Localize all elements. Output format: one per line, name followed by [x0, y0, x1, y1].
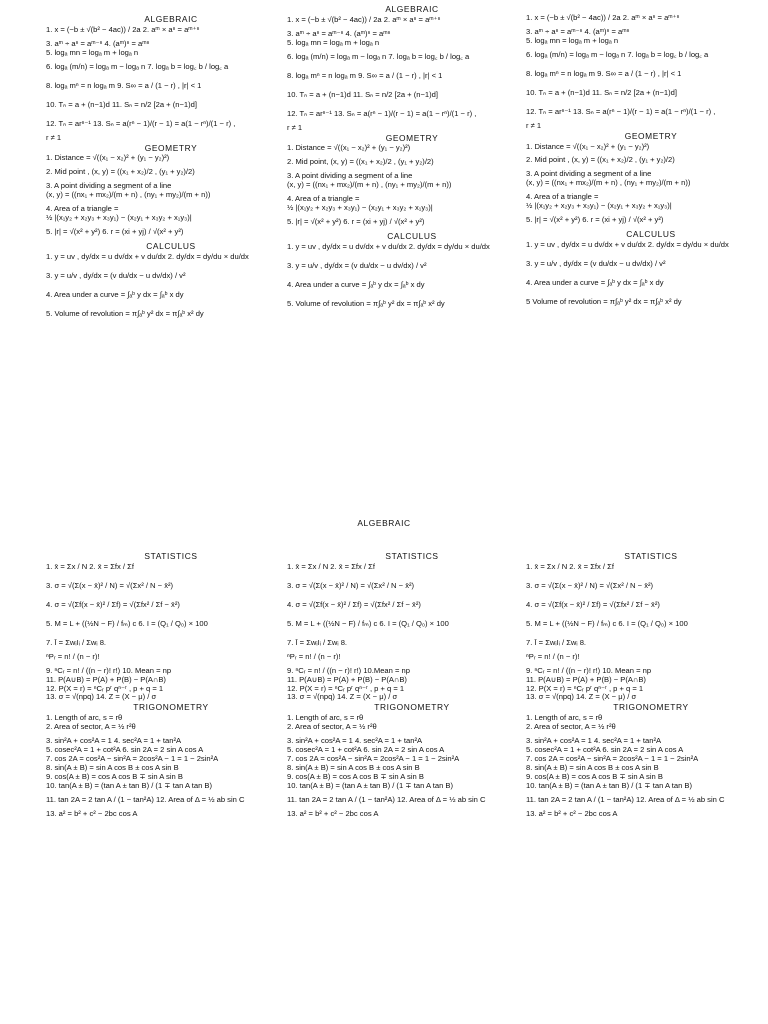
formula-line: 13. σ = √(npq) 14. Z = (X − μ) / σ: [46, 693, 157, 702]
formula-line: 1. y = uv , dy/dx = u dv/dx + v du/dx 2. dy/dx = dy/du × du/dx: [46, 253, 249, 262]
formula-line: r ≠ 1: [526, 121, 542, 130]
formula-line: 1. x̄ = Σx / N 2. x̄ = Σfx / Σf: [46, 562, 134, 571]
formula-line: 1. Distance = √((x₁ − x₂)² + (y₁ − y₂)²): [287, 144, 411, 153]
formula-line: 2. Mid point , (x, y) = ((x₁ + x₂)/2 , (y₁ + y₂)/2): [46, 168, 195, 177]
formula-line: (x, y) = ((nx₁ + mx₂)/(m + n) , (ny₁ + my₂)/(m + n)): [46, 191, 211, 200]
formula-line: 2. Area of sector, A = ½ r²θ: [526, 723, 616, 732]
formula-line: 1. x = (−b ± √(b² − 4ac)) / 2a 2. aᵐ × aⁿ = aᵐ⁺ⁿ: [526, 14, 680, 22]
formula-line: 9. cos(A ± B) = cos A cos B ∓ sin A sin B: [46, 773, 183, 782]
formula-line: 1. x = (−b ± √(b² − 4ac)) / 2a 2. aᵐ × aⁿ = aᵐ⁺ⁿ: [287, 15, 441, 24]
formula-line: 13. a² = b² + c² − 2bc cos A: [526, 809, 618, 818]
top-column-2: [287, 4, 537, 309]
formula-line: 6. logₐ (m/n) = logₐ m − logₐ n 7. logₐ b = log꜀ b / log꜀ a: [287, 52, 470, 61]
formula-line: 1. Length of arc, s = rθ: [46, 714, 123, 723]
formula-line: 3. A point dividing a segment of a line: [46, 182, 172, 191]
formula-line: 5. M = L + ((½N − F) / fₘ) c 6. I = (Q₁ / Q₀) × 100: [526, 619, 688, 628]
formula-line: r ≠ 1: [46, 133, 62, 142]
formula-line: 12. Tₙ = arⁿ⁻¹ 13. Sₙ = a(rⁿ − 1)/(r − 1) = a(1 − rⁿ)/(1 − r) ,: [287, 109, 477, 118]
bottom-column-1: [46, 551, 296, 819]
formula-line: 10. tan(A ± B) = (tan A ± tan B) / (1 ∓ tan A tan B): [526, 782, 693, 791]
formula-line: 3. A point dividing a segment of a line: [287, 172, 413, 181]
formula-line: 13. a² = b² + c² − 2bc cos A: [287, 809, 379, 818]
formula-line: 7. Ī = ΣwᵢIᵢ / Σwᵢ 8.: [287, 638, 348, 647]
section-heading-geometry: GEOMETRY: [624, 130, 678, 141]
formula-line: 12. P(X = r) = ⁿCᵣ pʳ qⁿ⁻ʳ , p + q = 1: [46, 684, 164, 693]
formula-line: 4. Area under a curve = ∫ₐᵇ y dx = ∫ₐᵇ x dy: [46, 290, 184, 299]
section-heading-trigonometry: TRIGONOMETRY: [133, 702, 209, 713]
formula-line: 10. Tₙ = a + (n−1)d 11. Sₙ = n/2 [2a + (n−1)d]: [526, 88, 677, 97]
formula-line: 2. Area of sector, A = ½ r²θ: [287, 723, 377, 732]
formula-line: 4. Area under a curve = ∫ₐᵇ y dx = ∫ₐᵇ x dy: [287, 280, 425, 289]
formula-line: 8. logₐ mⁿ = n logₐ m 9. S∞ = a / (1 − r) , |r| < 1: [287, 71, 443, 80]
formula-line: 11. P(A∪B) = P(A) + P(B) − P(A∩B): [287, 675, 407, 684]
formula-line: 1. x = (−b ± √(b² − 4ac)) / 2a 2. aᵐ × aⁿ = aᵐ⁺ⁿ: [46, 25, 200, 34]
formula-line: 1. Distance = √((x₁ − x₂)² + (y₁ − y₂)²): [526, 142, 650, 151]
formula-line: 3. σ = √(Σ(x − x̄)² / N) = √(Σx² / N − x̄²): [46, 581, 174, 590]
formula-line: 3. sin²A + cos²A = 1 4. sec²A = 1 + tan²A: [46, 737, 182, 746]
formula-line: 2. Area of sector, A = ½ r²θ: [46, 723, 136, 732]
formula-line: 3. sin²A + cos²A = 1 4. sec²A = 1 + tan²A: [287, 737, 423, 746]
section-heading-algebraic: ALGEBRAIC: [385, 4, 439, 14]
formula-line: 12. Tₙ = arⁿ⁻¹ 13. Sₙ = a(rⁿ − 1)/(r − 1) = a(1 − rⁿ)/(1 − r) ,: [46, 119, 236, 128]
formula-line: 10. tan(A ± B) = (tan A ± tan B) / (1 ∓ tan A tan B): [46, 782, 213, 791]
formula-line: 8. sin(A ± B) = sin A cos B ± cos A sin B: [46, 764, 179, 773]
formula-line: 3. aᵐ ÷ aⁿ = aᵐ⁻ⁿ 4. (aᵐ)ⁿ = aᵐⁿ: [287, 29, 391, 38]
formula-line: 5 Volume of revolution = π∫ₐᵇ y² dx = π∫ₐᵇ x² dy: [526, 297, 682, 306]
formula-line: ½ |(x₁y₂ + x₂y₃ + x₃y₁) − (x₂y₁ + x₃y₂ + x₁y₃)|: [287, 204, 433, 213]
formula-line: 5. logₐ mn = logₐ m + logₐ n: [287, 38, 380, 47]
formula-line: 5. M = L + ((½N − F) / fₘ) c 6. I = (Q₁ / Q₀) × 100: [46, 619, 208, 628]
formula-line: 13. σ = √(npq) 14. Z = (X − μ) / σ: [287, 693, 398, 702]
section-heading-geometry: GEOMETRY: [144, 142, 198, 153]
formula-line: 5. logₐ mn = logₐ m + logₐ n: [46, 48, 139, 57]
formula-line: 7. cos 2A = cos²A − sin²A = 2cos²A − 1 = 1 − 2sin²A: [287, 755, 460, 764]
formula-line: 5. |r| = √(x² + y²) 6. r̂ = (xi + yj) / √(x² + y²): [526, 216, 664, 225]
formula-line: 8. logₐ mⁿ = n logₐ m 9. S∞ = a / (1 − r) , |r| < 1: [526, 69, 682, 78]
formula-line: 9. ⁿCᵣ = n! / ((n − r)! r!) 10.Mean = np: [287, 666, 410, 675]
formula-line: 11. tan 2A = 2 tan A / (1 − tan²A) 12. Area of Δ = ½ ab sin C: [287, 795, 486, 804]
formula-line: (x, y) = ((nx₁ + mx₂)/(m + n) , (ny₁ + my₂)/(m + n)): [526, 179, 691, 188]
formula-line: 3. aᵐ ÷ aⁿ = aᵐ⁻ⁿ 4. (aᵐ)ⁿ = aᵐⁿ: [46, 39, 150, 48]
formula-line: 3. sin²A + cos²A = 1 4. sec²A = 1 + tan²A: [526, 737, 662, 746]
formula-line: 4. Area of a triangle =: [287, 195, 360, 204]
formula-line: 6. logₐ (m/n) = logₐ m − logₐ n 7. logₐ b = log꜀ b / log꜀ a: [526, 50, 709, 59]
formula-line: 3. aᵐ ÷ aⁿ = aᵐ⁻ⁿ 4. (aᵐ)ⁿ = aᵐⁿ: [526, 27, 630, 36]
formula-line: 5. cosec²A = 1 + cot²A 6. sin 2A = 2 sin A cos A: [287, 746, 445, 755]
formula-line: 2. Mid point , (x, y) = ((x₁ + x₂)/2 , (y₁ + y₂)/2): [526, 156, 675, 165]
formula-line: 2. Mid point, (x, y) = ((x₁ + x₂)/2 , (y₁ + y₂)/2): [287, 158, 434, 167]
formula-line: 4. Area of a triangle =: [526, 193, 599, 202]
formula-line: 13. σ = √(npq) 14. Z = (X − μ) / σ: [526, 693, 637, 702]
formula-line: 11. tan 2A = 2 tan A / (1 − tan²A) 12. Area of Δ = ½ ab sin C: [46, 795, 245, 804]
formula-line: 7. Ī = ΣwᵢIᵢ / Σwᵢ 8.: [526, 638, 587, 647]
formula-line: 7. Ī = ΣwᵢIᵢ / Σwᵢ 8.: [46, 638, 107, 647]
section-heading-calculus: CALCULUS: [626, 229, 676, 240]
formula-line: 5. |r| = √(x² + y²) 6. r̂ = (xi + yj) / √(x² + y²): [287, 218, 425, 227]
section-heading-calculus: CALCULUS: [146, 241, 196, 252]
formula-line: 8. sin(A ± B) = sin A cos B ± cos A sin B: [526, 764, 659, 773]
section-heading-geometry: GEOMETRY: [385, 132, 439, 143]
bottom-column-2: [287, 551, 537, 819]
formula-line: 11. P(A∪B) = P(A) + P(B) − P(A∩B): [526, 675, 646, 684]
formula-line: 5. |r| = √(x² + y²) 6. r̂ = (xi + yj) / √(x² + y²): [46, 228, 184, 237]
formula-line: 4. Area under a curve = ∫ₐᵇ y dx = ∫ₐᵇ x dy: [526, 279, 664, 288]
formula-line: 7. cos 2A = cos²A − sin²A = 2cos²A − 1 = 1 − 2sin²A: [46, 755, 219, 764]
formula-line: ⁿPᵣ = n! / (n − r)!: [46, 652, 100, 661]
formula-line: 1. Distance = √((x₁ − x₂)² + (y₁ − y₂)²): [46, 154, 170, 163]
top-column-1: [46, 14, 296, 319]
formula-line: 1. y = uv , dy/dx = u dv/dx + v du/dx 2. dy/dx = dy/du × du/dx: [526, 241, 729, 250]
formula-line: 3. σ = √(Σ(x − x̄)² / N) = √(Σx² / N − x̄²): [287, 581, 415, 590]
formula-line: 4. σ = √(Σf(x − x̄)² / Σf) = √(Σfx² / Σf − x̄²): [526, 600, 660, 609]
formula-line: 6. logₐ (m/n) = logₐ m − logₐ n 7. logₐ b = log꜀ b / log꜀ a: [46, 62, 229, 71]
formula-line: 9. cos(A ± B) = cos A cos B ∓ sin A sin B: [526, 773, 663, 782]
formula-line: 5. cosec²A = 1 + cot²A 6. sin 2A = 2 sin A cos A: [46, 746, 204, 755]
formula-line: ½ |(x₁y₂ + x₂y₃ + x₃y₁) − (x₂y₁ + x₃y₂ + x₁y₃)|: [46, 214, 192, 223]
formula-line: ⁿPᵣ = n! / (n − r)!: [526, 652, 580, 661]
formula-line: 1. Length of arc, s = rθ: [526, 714, 603, 723]
formula-line: r ≠ 1: [287, 123, 303, 132]
formula-line: 7. cos 2A = cos²A − sin²A = 2cos²A − 1 = 1 − 2sin²A: [526, 755, 699, 764]
bottom-column-3: [526, 551, 768, 819]
formula-line: 10. tan(A ± B) = (tan A ± tan B) / (1 ∓ tan A tan B): [287, 782, 454, 791]
formula-line: 4. Area of a triangle =: [46, 205, 119, 214]
formula-line: 5. Volume of revolution = π∫ₐᵇ y² dx = π∫ₐᵇ x² dy: [287, 299, 445, 308]
formula-line: 13. a² = b² + c² − 2bc cos A: [46, 809, 138, 818]
formula-line: 3. y = u/v , dy/dx = (v du/dx − u dv/dx) / v²: [46, 271, 186, 280]
formula-line: ½ |(x₁y₂ + x₂y₃ + x₃y₁) − (x₂y₁ + x₃y₂ + x₁y₃)|: [526, 202, 672, 211]
formula-line: 9. cos(A ± B) = cos A cos B ∓ sin A sin B: [287, 773, 424, 782]
section-heading-algebraic-middle: ALGEBRAIC: [357, 518, 411, 528]
formula-line: 3. y = u/v , dy/dx = (v du/dx − u dv/dx) / v²: [526, 260, 666, 269]
formula-line: 4. σ = √(Σf(x − x̄)² / Σf) = √(Σfx² / Σf − x̄²): [46, 600, 180, 609]
formula-line: 12. P(X = r) = ⁿCᵣ pʳ qⁿ⁻ʳ , p + q = 1: [287, 684, 405, 693]
section-heading-statistics: STATISTICS: [624, 551, 678, 561]
formula-line: 11. P(A∪B) = P(A) + P(B) − P(A∩B): [46, 675, 166, 684]
section-heading-statistics: STATISTICS: [144, 551, 198, 561]
formula-line: 5. logₐ mn = logₐ m + logₐ n: [526, 36, 619, 45]
formula-line: 5. Volume of revolution = π∫ₐᵇ y² dx = π∫ₐᵇ x² dy: [46, 309, 204, 318]
formula-line: 5. cosec²A = 1 + cot²A 6. sin 2A = 2 sin A cos A: [526, 746, 684, 755]
formula-line: 12. Tₙ = arⁿ⁻¹ 13. Sₙ = a(rⁿ − 1)/(r − 1) = a(1 − rⁿ)/(1 − r) ,: [526, 107, 716, 116]
formula-line: 1. Length of arc, s = rθ: [287, 714, 364, 723]
formula-line: 4. σ = √(Σf(x − x̄)² / Σf) = √(Σfx² / Σf − x̄²): [287, 600, 421, 609]
section-heading-calculus: CALCULUS: [387, 231, 437, 242]
formula-line: 11. tan 2A = 2 tan A / (1 − tan²A) 12. Area of Δ = ½ ab sin C: [526, 795, 725, 804]
section-heading-algebraic: ALGEBRAIC: [144, 14, 198, 24]
formula-line: 1. y = uv , dy/dx = u dv/dx + v du/dx 2. dy/dx = dy/du × du/dx: [287, 243, 490, 252]
formula-line: 3. y = u/v , dy/dx = (v du/dx − u dv/dx) / v²: [287, 261, 427, 270]
formula-line: 8. sin(A ± B) = sin A cos B ± cos A sin B: [287, 764, 420, 773]
section-heading-trigonometry: TRIGONOMETRY: [613, 702, 689, 713]
formula-line: (x, y) = ((nx₁ + mx₂)/(m + n) , (ny₁ + my₂)/(m + n)): [287, 181, 452, 190]
formula-line: 5. M = L + ((½N − F) / fₘ) c 6. I = (Q₁ / Q₀) × 100: [287, 619, 449, 628]
formula-line: ⁿPᵣ = n! / (n − r)!: [287, 652, 341, 661]
formula-line: 3. A point dividing a segment of a line: [526, 170, 652, 179]
top-column-3: [526, 14, 768, 307]
formula-line: 1. x̄ = Σx / N 2. x̄ = Σfx / Σf: [287, 562, 375, 571]
section-heading-trigonometry: TRIGONOMETRY: [374, 702, 450, 713]
formula-line: 10. Tₙ = a + (n−1)d 11. Sₙ = n/2 [2a + (n−1)d]: [287, 90, 438, 99]
formula-line: 12. P(X = r) = ⁿCᵣ pʳ qⁿ⁻ʳ , p + q = 1: [526, 684, 644, 693]
formula-line: 3. σ = √(Σ(x − x̄)² / N) = √(Σx² / N − x̄²): [526, 581, 654, 590]
formula-line: 10. Tₙ = a + (n−1)d 11. Sₙ = n/2 [2a + (n−1)d]: [46, 100, 197, 109]
formula-line: 9. ⁿCᵣ = n! / ((n − r)! r!) 10. Mean = np: [526, 666, 652, 675]
formula-line: 8. logₐ mⁿ = n logₐ m 9. S∞ = a / (1 − r) , |r| < 1: [46, 81, 202, 90]
formula-line: 9. ⁿCᵣ = n! / ((n − r)! r!) 10. Mean = np: [46, 666, 172, 675]
section-heading-statistics: STATISTICS: [385, 551, 439, 561]
formula-line: 1. x̄ = Σx / N 2. x̄ = Σfx / Σf: [526, 562, 614, 571]
